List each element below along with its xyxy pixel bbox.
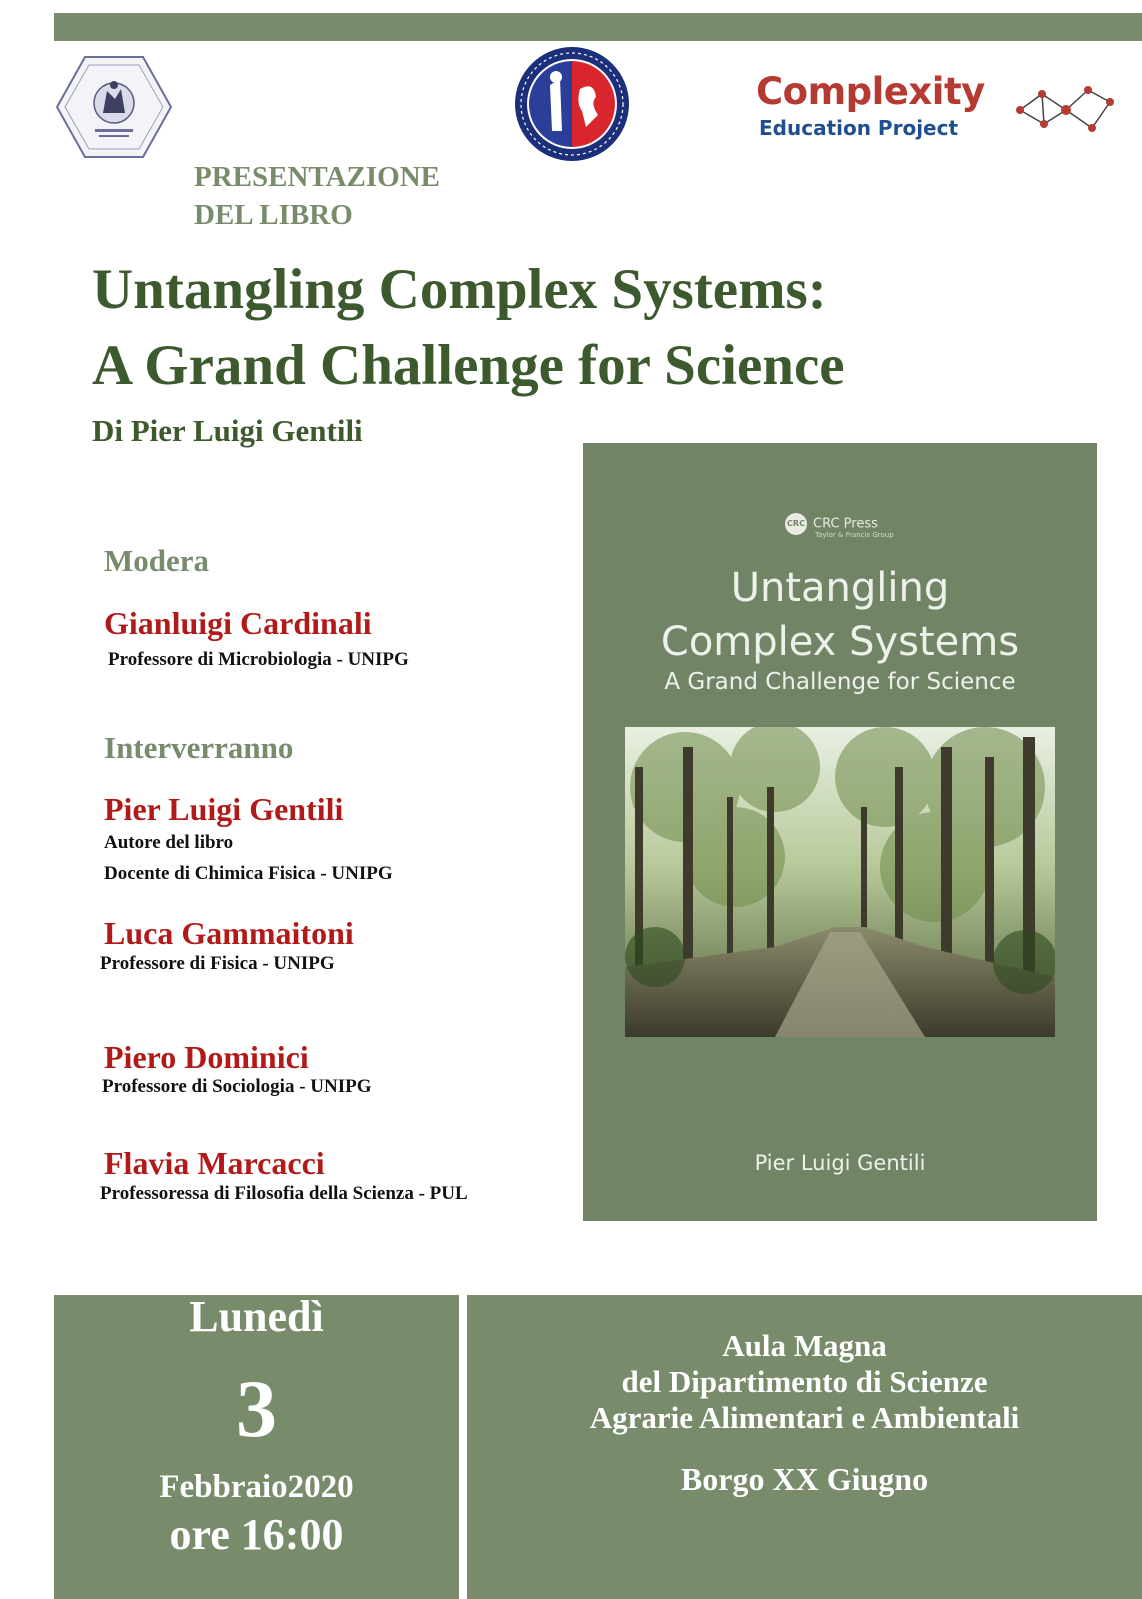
venue-address: Borgo XX Giugno [680,1461,929,1497]
speaker-name: Piero Dominici [104,1039,309,1075]
cover-publisher-name: CRC Press [813,516,878,532]
book-title [92,252,845,404]
speaker-role: Professore di Fisica - UNIPG [100,953,335,974]
venue-name [467,1328,1142,1436]
university-seal-logo [512,45,632,163]
moderator-role: Professore di Microbiologia - UNIPG [108,649,409,670]
moderator-section-heading: Modera [104,543,210,578]
speaker-name: Flavia Marcacci [104,1145,325,1181]
venue-line-2: del Dipartimento di Scienze [621,1364,988,1399]
department-seal-logo [55,55,173,159]
cover-publisher [785,513,894,539]
cover-title-line-2: Complex Systems [660,619,1020,665]
book-title-line-2: A Grand Challenge for Science [92,334,845,397]
event-weekday: Lunedì [189,1292,324,1341]
speaker-name: Pier Luigi Gentili [104,791,344,827]
cover-title-line-1: Untangling [730,565,950,611]
event-kicker [194,158,440,234]
network-graph-icon [1014,80,1114,140]
crc-logo-icon: CRC [785,513,807,535]
book-cover-image [583,443,1097,1221]
cover-publisher-sub: Taylor & Francis Group [815,531,894,539]
book-byline: Di Pier Luigi Gentili [92,413,363,448]
brand-title: Complexity [756,70,985,113]
cover-subtitle: A Grand Challenge for Science [664,669,1016,695]
speakers-section-heading: Interverranno [104,730,294,765]
event-day: 3 [236,1363,277,1454]
event-time: ore 16:00 [169,1510,344,1559]
top-bar [54,13,1142,41]
brand-subtitle: Education Project [759,116,959,140]
event-month-year: Febbraio2020 [159,1469,354,1505]
complexity-education-logo [756,70,1126,150]
cover-author: Pier Luigi Gentili [754,1151,926,1175]
speaker-name: Luca Gammaitoni [104,915,354,951]
speaker-role: Professoressa di Filosofia della Scienza - PUL [100,1183,468,1204]
date-box [54,1292,459,1599]
book-title-line-1: Untangling Complex Systems: [92,258,827,321]
forest-path-photo [625,727,1055,1037]
speaker-role: Docente di Chimica Fisica - UNIPG [104,863,393,884]
speaker-role: Professore di Sociologia - UNIPG [102,1076,372,1097]
venue-box [467,1295,1142,1599]
kicker-line-1: PRESENTAZIONE [194,161,441,193]
moderator-name: Gianluigi Cardinali [104,605,372,641]
cover-title [583,561,1097,669]
speaker-role: Autore del libro [104,832,234,853]
kicker-line-2: DEL LIBRO [194,199,353,231]
venue-line-3: Agrarie Alimentari e Ambientali [589,1400,1020,1435]
venue-line-1: Aula Magna [722,1328,887,1363]
